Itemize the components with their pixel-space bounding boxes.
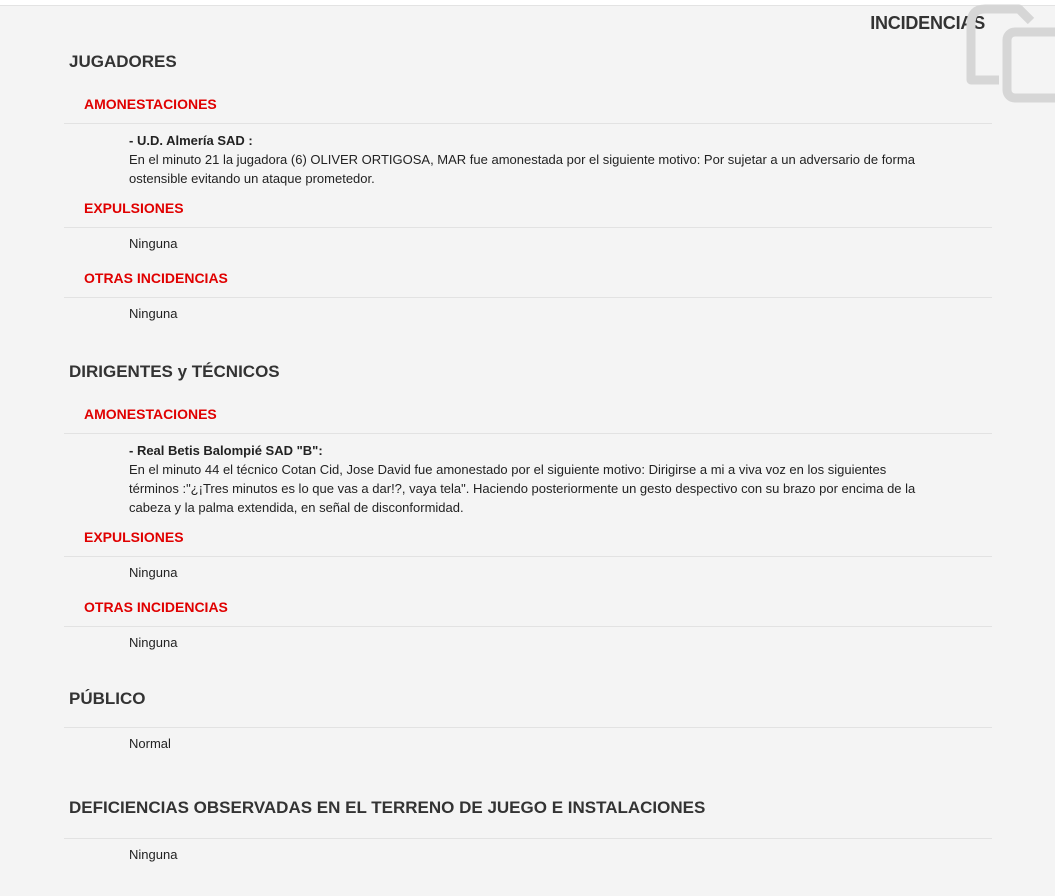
subheading-amonestaciones: AMONESTACIONES xyxy=(64,84,992,124)
team-name: - Real Betis Balompié SAD "B": xyxy=(129,443,323,458)
expulsiones-value: Ninguna xyxy=(129,565,178,580)
top-border xyxy=(0,0,1055,6)
subheading-otras-incidencias: OTRAS INCIDENCIAS xyxy=(64,258,992,298)
team-name: - U.D. Almería SAD : xyxy=(129,133,253,148)
publico-value: Normal xyxy=(129,736,171,751)
otras-incidencias-value: Ninguna xyxy=(129,306,178,321)
section-title-publico: PÚBLICO xyxy=(64,679,992,728)
section-title-dirigentes: DIRIGENTES y TÉCNICOS xyxy=(69,362,280,381)
section-title-jugadores: JUGADORES xyxy=(69,52,177,71)
subheading-otras-incidencias: OTRAS INCIDENCIAS xyxy=(64,587,992,627)
subheading-expulsiones: EXPULSIONES xyxy=(64,188,992,228)
incident-entry xyxy=(64,131,992,188)
page-title: INCIDENCIAS xyxy=(870,13,985,33)
expulsiones-value: Ninguna xyxy=(129,236,178,251)
incident-text: En el minuto 44 el técnico Cotan Cid, Jose David fue amonestado por el siguiente motivo: Dirigirse a mi a viva voz en los siguientes términos :"¿¡Tres minutos es lo que vas a dar!?, vaya tela". Haciendo posteriormente un gesto despectivo con su brazo por encima de la cabeza y la palma extendida, en señal de disconformidad. xyxy=(129,462,916,515)
incident-entry xyxy=(64,441,992,517)
deficiencias-value: Ninguna xyxy=(129,847,178,862)
incidencias-content xyxy=(64,40,992,869)
section-title-deficiencias: DEFICIENCIAS OBSERVADAS EN EL TERRENO DE JUEGO E INSTALACIONES xyxy=(64,790,992,839)
otras-incidencias-value: Ninguna xyxy=(129,635,178,650)
incident-text: En el minuto 21 la jugadora (6) OLIVER ORTIGOSA, MAR fue amonestada por el siguiente motivo: Por sujetar a un adversario de forma ostensible evitando un ataque prometedor. xyxy=(129,152,915,186)
subheading-amonestaciones: AMONESTACIONES xyxy=(64,394,992,434)
subheading-expulsiones: EXPULSIONES xyxy=(64,517,992,557)
